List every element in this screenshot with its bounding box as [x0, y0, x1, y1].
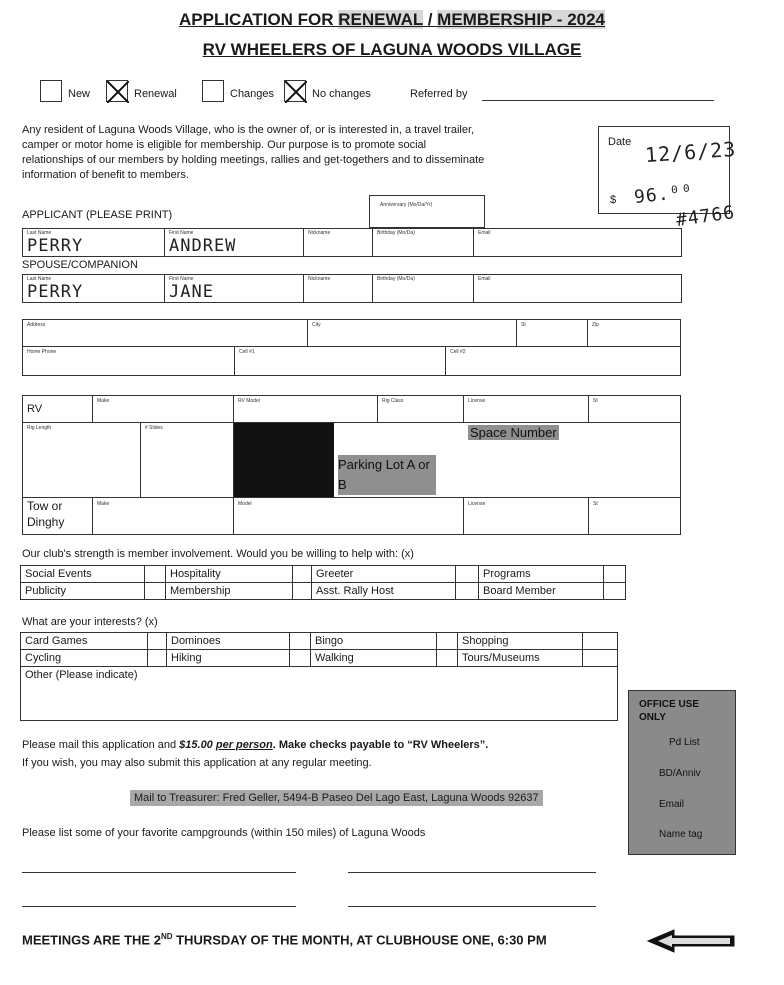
mail-text: Please mail this application and [22, 739, 180, 751]
office-use-box [628, 690, 736, 855]
rv-license-field[interactable] [463, 395, 589, 423]
other-interest-field[interactable] [20, 666, 618, 721]
footer-text: THURSDAY OF THE MONTH, AT CLUBHOUSE ONE, 6:30 PM [172, 932, 547, 948]
office-item: Email [659, 799, 685, 810]
changes-checkbox[interactable] [202, 80, 224, 102]
field-label: St [593, 398, 598, 404]
intro-line: information of benefit to members. [22, 169, 189, 181]
field-label: Email [478, 230, 491, 236]
zip-field[interactable] [587, 319, 681, 347]
check-number: #4766 [674, 201, 737, 232]
applicant-nickname[interactable] [303, 228, 373, 257]
left-arrow-icon [646, 928, 736, 954]
title-sep: / [422, 10, 438, 29]
help-option: Hospitality [165, 565, 293, 583]
footer-text: MEETINGS ARE THE 2 [22, 932, 161, 948]
field-label: Home Phone [27, 349, 57, 355]
anniversary-label: Anniversary (Mo/Da/Yr) [380, 202, 433, 208]
interest-option: Tours/Museums [457, 649, 583, 667]
club-title: RV WHEELERS OF LAGUNA WOODS VILLAGE [202, 40, 582, 59]
spouse-first-name[interactable] [164, 274, 304, 303]
interest-option: Dominoes [166, 632, 290, 650]
footer-sup: ND [160, 932, 173, 941]
dinghy-label: Dinghy [27, 515, 65, 529]
interest-checkbox[interactable] [289, 649, 311, 667]
field-label: Birthday (Mo/Da) [377, 276, 415, 282]
field-label: # Slides [145, 425, 163, 431]
referred-by-label: Referred by [410, 88, 468, 100]
no-changes-checkbox[interactable] [284, 80, 306, 102]
help-option: Asst. Rally Host [311, 582, 456, 600]
help-option: Greeter [311, 565, 456, 583]
field-label: First Name [169, 276, 194, 282]
campground-line[interactable] [348, 872, 596, 873]
spouse-email[interactable] [473, 274, 682, 303]
interest-checkbox[interactable] [436, 649, 458, 667]
interests-question: What are your interests? (x) [22, 616, 158, 628]
help-option: Social Events [20, 565, 145, 583]
help-checkbox[interactable] [455, 565, 479, 583]
tow-state-field[interactable] [588, 497, 681, 535]
field-label: Last Name [27, 230, 52, 236]
slides-field[interactable] [140, 422, 234, 498]
help-checkbox[interactable] [603, 582, 626, 600]
interests-table [20, 632, 618, 722]
help-checkbox[interactable] [292, 565, 312, 583]
new-checkbox[interactable] [40, 80, 62, 102]
check-x-icon [285, 81, 307, 103]
rv-model-field[interactable] [233, 395, 378, 423]
field-label: City [312, 322, 321, 328]
field-label: Nickname [308, 276, 331, 282]
applicant-last-name[interactable] [22, 228, 165, 257]
parking-lot-label: Parking Lot A or B [338, 455, 436, 495]
field-label: St [521, 322, 526, 328]
field-label: Cell #1 [239, 349, 255, 355]
help-option: Membership [165, 582, 293, 600]
address-field[interactable] [22, 319, 308, 347]
amount-value: 96.⁰⁰ [633, 180, 695, 209]
field-label: Make [97, 398, 110, 404]
spouse-nickname[interactable] [303, 274, 373, 303]
city-field[interactable] [307, 319, 517, 347]
field-label: Zip [592, 322, 599, 328]
help-options-table [20, 565, 626, 601]
interest-checkbox[interactable] [147, 632, 167, 650]
referred-by-field[interactable] [482, 100, 714, 101]
new-label: New [68, 88, 91, 100]
rig-class-field[interactable] [377, 395, 464, 423]
anniversary-field[interactable] [369, 195, 485, 228]
help-checkbox[interactable] [144, 582, 166, 600]
field-label: Rig Length [27, 425, 52, 431]
applicant-first-name[interactable] [164, 228, 304, 257]
submit-note: If you wish, you may also submit this application at any regular meeting. [22, 757, 372, 769]
rv-label: RV [27, 403, 43, 415]
interest-option: Cycling [20, 649, 148, 667]
treasurer-address: Mail to Treasurer: Fred Geller, 5494-B Paseo Del Lago East, Laguna Woods 92637 [130, 790, 543, 806]
campgrounds-prompt: Please list some of your favorite campgrounds (within 150 miles) of Laguna Woods [22, 827, 426, 839]
handwritten-value: PERRY [27, 282, 84, 302]
help-checkbox[interactable] [292, 582, 312, 600]
office-item: BD/Anniv [659, 768, 701, 779]
intro-line: relationships of our members by holding meetings, rallies and get-togethers and to disseminate [22, 154, 485, 166]
tow-make-field[interactable] [92, 497, 234, 535]
payable-text: . Make checks payable to “RV Wheelers”. [272, 739, 489, 751]
cell1-field[interactable] [234, 346, 446, 376]
title-membership: MEMBERSHIP - 2024 [437, 10, 606, 29]
title-renewal: RENEWAL [338, 10, 423, 29]
field-label: Model [238, 501, 252, 507]
rig-length-field[interactable] [22, 422, 141, 498]
field-label: Cell #2 [450, 349, 466, 355]
field-label: Email [478, 276, 491, 282]
tow-model-field[interactable] [233, 497, 464, 535]
help-option: Board Member [478, 582, 604, 600]
applicant-email[interactable] [473, 228, 682, 257]
help-checkbox[interactable] [144, 565, 166, 583]
applicant-birthday[interactable] [372, 228, 474, 257]
interest-checkbox[interactable] [582, 649, 618, 667]
campground-line[interactable] [348, 906, 596, 907]
form-title [0, 10, 784, 30]
renewal-label: Renewal [134, 88, 177, 100]
per-person: per person [215, 739, 273, 751]
help-option: Programs [478, 565, 604, 583]
meetings-footer [22, 932, 547, 947]
office-title: ONLY [639, 712, 666, 723]
campground-line[interactable] [22, 906, 296, 907]
state-field[interactable] [516, 319, 588, 347]
help-checkbox[interactable] [455, 582, 479, 600]
date-label: Date [608, 136, 632, 148]
intro-paragraph [22, 123, 597, 183]
no-changes-label: No changes [312, 88, 371, 100]
office-item: Pd List [669, 737, 700, 748]
spouse-heading: SPOUSE/COMPANION [22, 259, 138, 271]
field-label: Last Name [27, 276, 52, 282]
tow-license-field[interactable] [463, 497, 589, 535]
tow-dinghy-label-cell [22, 497, 93, 535]
field-label: First Name [169, 230, 194, 236]
cell2-field[interactable] [445, 346, 681, 376]
rv-state-field[interactable] [588, 395, 681, 423]
field-label: Make [97, 501, 110, 507]
handwritten-value: JANE [169, 282, 214, 302]
help-option: Publicity [20, 582, 145, 600]
rv-make-field[interactable] [92, 395, 234, 423]
rv-label-cell [22, 395, 93, 423]
changes-label: Changes [230, 88, 275, 100]
interest-checkbox[interactable] [147, 649, 167, 667]
tow-label: Tow or [27, 499, 63, 513]
date-value: 12/6/23 [644, 136, 738, 168]
handwritten-value: PERRY [27, 236, 84, 256]
interest-option: Hiking [166, 649, 290, 667]
interest-option: Bingo [310, 632, 437, 650]
handwritten-value: ANDREW [169, 236, 237, 256]
help-question: Our club's strength is member involvement. Would you be willing to help with: (x) [22, 548, 414, 560]
interest-checkbox[interactable] [582, 632, 618, 650]
office-title: OFFICE USE [639, 699, 700, 710]
space-number-label: Space Number [470, 425, 557, 440]
spouse-birthday[interactable] [372, 274, 474, 303]
interest-option: Shopping [457, 632, 583, 650]
office-item: Name tag [659, 829, 703, 840]
field-label: Birthday (Mo/Da) [377, 230, 415, 236]
field-label: RV Model [238, 398, 260, 404]
interest-option: Walking [310, 649, 437, 667]
other-label: Other (Please indicate) [25, 669, 138, 681]
title-part: APPLICATION FOR [178, 10, 339, 29]
field-label: Address [27, 322, 46, 328]
spouse-last-name[interactable] [22, 274, 165, 303]
field-label: License [468, 398, 486, 404]
home-phone-field[interactable] [22, 346, 235, 376]
redacted-block [234, 423, 334, 498]
intro-line: Any resident of Laguna Woods Village, who is the owner of, or is interested in, a travel trailer, [22, 124, 475, 136]
intro-line: camper or motor home is eligible for membership. Our purpose is to promote social [22, 139, 427, 151]
interest-option: Card Games [20, 632, 148, 650]
interest-checkbox[interactable] [436, 632, 458, 650]
dollar-label: $ [610, 194, 617, 206]
field-label: St [593, 501, 598, 507]
field-label: Nickname [308, 230, 331, 236]
check-x-icon [107, 81, 129, 103]
campground-line[interactable] [22, 872, 296, 873]
help-checkbox[interactable] [603, 565, 626, 583]
renewal-checkbox[interactable] [106, 80, 128, 102]
field-label: License [468, 501, 486, 507]
fee-amount: $15.00 [179, 739, 216, 751]
applicant-heading: APPLICANT (PLEASE PRINT) [22, 209, 173, 221]
interest-checkbox[interactable] [289, 632, 311, 650]
field-label: Rig Class [382, 398, 404, 404]
mail-instructions [22, 738, 488, 753]
